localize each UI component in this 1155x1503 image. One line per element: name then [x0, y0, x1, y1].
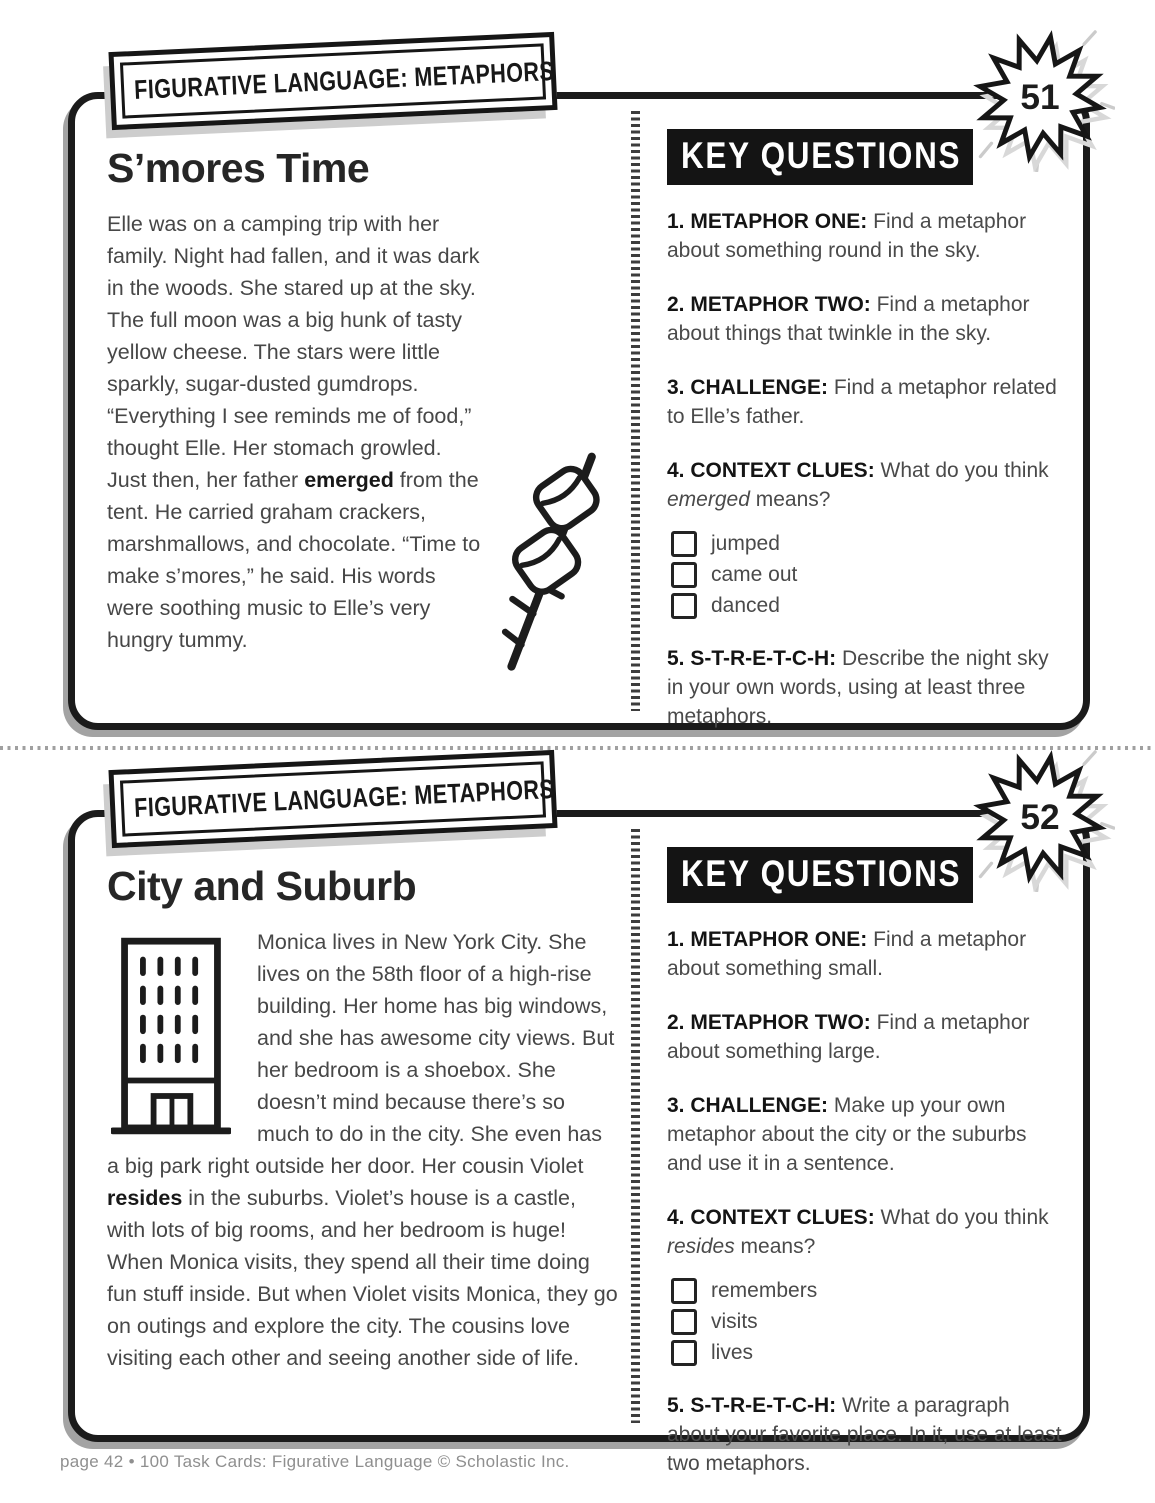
story-column-52 — [107, 863, 619, 1374]
choice-label: lives — [711, 1341, 754, 1364]
card-number: 52 — [1020, 798, 1060, 838]
story-title: S’mores Time — [107, 145, 370, 191]
question-4: 4. CONTEXT CLUES: What do you think emerged means? — [667, 459, 1049, 511]
question-5: 5. S-T-R-E-T-C-H: Write a paragraph about your favorite place. In it, use at least two metaphors. — [667, 1394, 1062, 1475]
choice-label: jumped — [711, 532, 780, 555]
choice-label: danced — [711, 594, 780, 617]
category-banner-label: FIGURATIVE LANGUAGE: METAPHORS — [133, 773, 555, 824]
key-questions-label: KEY QUESTIONS — [681, 853, 962, 894]
question-2: 2. METAPHOR TWO: Find a metaphor about something large. — [667, 1011, 1030, 1063]
story-bold-word: emerged — [304, 468, 394, 492]
choice-row — [671, 593, 1067, 619]
column-divider — [631, 111, 640, 711]
story-before-bold: Elle was on a camping trip with her family. Night had fallen, and it was dark in the woods. She stared up at the sky. The full moon was a big hunk of tasty yellow cheese. The stars were little sparkly, sugar-dusted gumdrops. “Everything I see reminds me of food,” thought Elle. Her stomach growled. Just then, her father — [107, 212, 480, 492]
checkbox[interactable] — [671, 1340, 697, 1366]
choice-row — [671, 531, 1067, 557]
questions-column-52 — [667, 847, 1067, 1503]
choice-row — [671, 1278, 1067, 1304]
checkbox[interactable] — [671, 593, 697, 619]
checkbox[interactable] — [671, 562, 697, 588]
choice-label: visits — [711, 1310, 758, 1333]
story-text — [107, 208, 619, 656]
choice-row — [671, 1309, 1067, 1335]
building-icon — [111, 932, 231, 1140]
marshmallow-skewer-icon — [497, 444, 619, 672]
checkbox[interactable] — [671, 1309, 697, 1335]
story-bold-word: resides — [107, 1186, 183, 1210]
checkbox[interactable] — [671, 1278, 697, 1304]
checkbox[interactable] — [671, 531, 697, 557]
story-after-bold: from the tent. He carried graham crackers, marshmallows, and chocolate. “Time to make s’mores,” he said. His words were soothing music to Elle’s very hungry tummy. — [107, 468, 481, 652]
story-text — [107, 926, 619, 1374]
key-questions-header — [667, 129, 973, 185]
question-1: 1. METAPHOR ONE: Find a metaphor about something round in the sky. — [667, 210, 1027, 262]
card-number-badge-52 — [965, 742, 1115, 892]
column-divider — [631, 829, 640, 1423]
story-column-51 — [107, 145, 619, 672]
choices-list-51 — [667, 531, 1067, 619]
choice-row — [671, 562, 1067, 588]
choice-label: remembers — [711, 1279, 818, 1302]
page-footer: page 42 • 100 Task Cards: Figurative Language © Scholastic Inc. — [60, 1452, 570, 1471]
choice-row — [671, 1340, 1067, 1366]
choices-list-52 — [667, 1278, 1067, 1366]
question-3: 3. CHALLENGE: Find a metaphor related to Elle’s father. — [667, 376, 1057, 428]
question-1: 1. METAPHOR ONE: Find a metaphor about something small. — [667, 928, 1027, 980]
task-card-51 — [68, 92, 1090, 730]
question-5: 5. S-T-R-E-T-C-H: Describe the night sky in your own words, using at least three metaphors. — [667, 647, 1049, 728]
card-number: 51 — [1020, 78, 1060, 118]
question-4: 4. CONTEXT CLUES: What do you think resides means? — [667, 1206, 1049, 1258]
questions-column-51 — [667, 129, 1067, 756]
card-number-badge-51 — [965, 22, 1115, 172]
question-3: 3. CHALLENGE: Make up your own metaphor about the city or the suburbs and use it in a sentence. — [667, 1094, 1027, 1175]
story-title: City and Suburb — [107, 863, 417, 909]
story-after-bold: in the suburbs. Violet’s house is a castle, with lots of big rooms, and her bedroom is huge! When Monica visits, they spend all their time doing fun stuff inside. But when Violet visits Monica, they go on outings and explore the city. The cousins love visiting each other and seeing another side of life. — [107, 1186, 618, 1370]
category-banner-label: FIGURATIVE LANGUAGE: METAPHORS — [133, 55, 555, 106]
story-before-bold: Monica lives in New York City. She lives on the 58th floor of a high-rise building. Her home has big windows, and she has awesome city views. But her bedroom is a shoebox. She doesn’t mind because there’s so much to do in the city. She even has a big park right outside her door. Her cousin Violet — [107, 930, 615, 1178]
key-questions-header — [667, 847, 973, 903]
choice-label: came out — [711, 563, 798, 586]
question-2: 2. METAPHOR TWO: Find a metaphor about things that twinkle in the sky. — [667, 293, 1030, 345]
key-questions-label: KEY QUESTIONS — [681, 135, 962, 176]
